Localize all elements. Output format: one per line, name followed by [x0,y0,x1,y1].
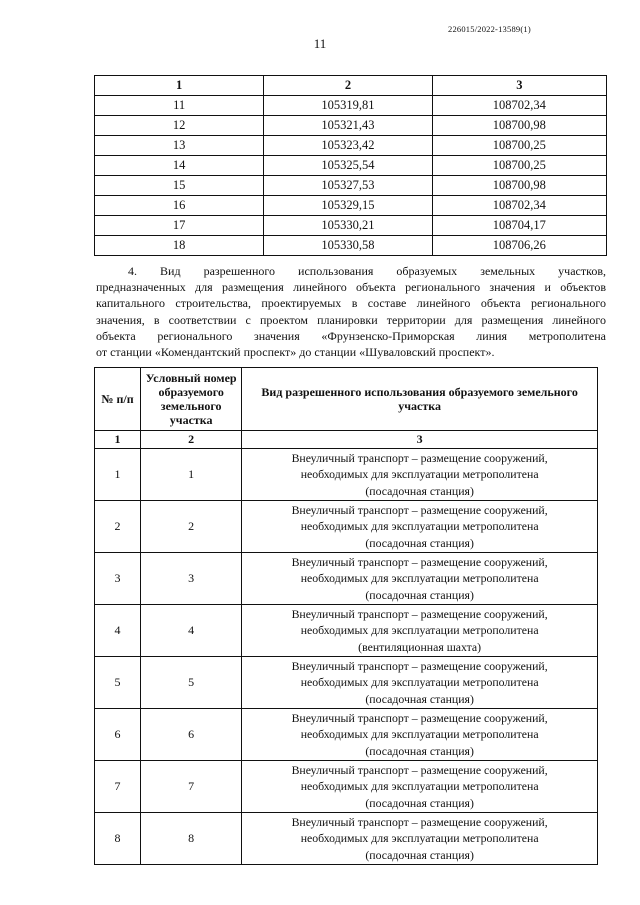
coordinates-table-header [95,76,607,96]
row-number: 8 [95,813,141,865]
table-row [95,553,598,605]
row-number: 2 [95,501,141,553]
description-line: необходимых для эксплуатации метрополитена [300,675,539,690]
table-cell: 15 [95,176,264,196]
table-row [95,236,607,256]
description-line: Внеуличный транспорт – размещение сооружений, [291,658,548,673]
paragraph-line: значения, в соответствии с проектом планировки территории для размещения линейного [96,312,606,327]
table-row [95,761,598,813]
use-description [242,709,598,761]
description-line: необходимых для эксплуатации метрополитена [300,779,539,794]
description-line: (посадочная станция) [365,483,474,498]
table-cell: 13 [95,136,264,156]
plot-number: 2 [141,501,242,553]
table-cell: 108702,34 [432,96,606,116]
plot-number: 4 [141,605,242,657]
table-cell: 105329,15 [264,196,432,216]
column-header: 2 [264,76,432,96]
description-line: необходимых для эксплуатации метрополитена [300,831,539,846]
table-cell: 108702,34 [432,196,606,216]
plot-number: 3 [141,553,242,605]
description-line: (посадочная станция) [365,847,474,862]
table-cell: 17 [95,216,264,236]
paragraph-line: объекта регионального значения «Фрунзенско-Приморская линия метрополитена [96,328,606,343]
use-description [242,813,598,865]
column-header-number: № п/п [95,368,141,431]
column-number: 3 [242,431,598,449]
column-header: 3 [432,76,606,96]
plot-number: 7 [141,761,242,813]
table-cell: 108700,98 [432,176,606,196]
table-cell: 108704,17 [432,216,606,236]
use-description [242,761,598,813]
description-line: (посадочная станция) [365,691,474,706]
table-row [95,156,607,176]
table-cell: 108700,25 [432,156,606,176]
paragraph-line: предназначенных для размещения линейного объекта регионального значения и объектов [96,280,606,295]
row-number: 3 [95,553,141,605]
description-line: необходимых для эксплуатации метрополитена [300,571,539,586]
row-number: 5 [95,657,141,709]
description-line: (посадочная станция) [365,743,474,758]
table-cell: 108700,25 [432,136,606,156]
plot-number: 8 [141,813,242,865]
description-line: Внеуличный транспорт – размещение сооружений, [291,606,548,621]
land-use-table-header [95,368,598,431]
use-description [242,657,598,709]
table-cell: 105323,42 [264,136,432,156]
description-line: необходимых для эксплуатации метрополитена [300,727,539,742]
paragraph-line: капитального строительства, проектируемых в составе линейного объекта регионального [96,296,606,311]
page-number: 11 [313,36,327,51]
plot-number: 1 [141,449,242,501]
column-header-plot: Условный номер образуемого земельного участка [141,368,242,431]
description-line: Внеуличный транспорт – размещение сооружений, [291,450,548,465]
table-row [95,449,598,501]
description-line: Внеуличный транспорт – размещение сооружений, [291,814,548,829]
table-cell: 108700,98 [432,116,606,136]
table-cell: 105330,58 [264,236,432,256]
column-numbering-row [95,431,598,449]
row-number: 6 [95,709,141,761]
description-line: (вентиляционная шахта) [358,639,482,654]
table-row [95,96,607,116]
column-header-use: Вид разрешенного использования образуемого земельного участка [242,368,598,431]
column-number: 2 [141,431,242,449]
table-cell: 12 [95,116,264,136]
description-line: Внеуличный транспорт – размещение сооружений, [291,762,548,777]
table-row [95,196,607,216]
use-description [242,449,598,501]
description-line: необходимых для эксплуатации метрополитена [300,519,539,534]
table-row [95,605,598,657]
plot-number: 6 [141,709,242,761]
table-cell: 105327,53 [264,176,432,196]
table-row [95,176,607,196]
column-number: 1 [95,431,141,449]
description-line: необходимых для эксплуатации метрополитена [300,623,539,638]
table-cell: 105319,81 [264,96,432,116]
table-cell: 105321,43 [264,116,432,136]
row-number: 7 [95,761,141,813]
description-line: Внеуличный транспорт – размещение сооружений, [291,554,548,569]
description-line: (посадочная станция) [365,795,474,810]
column-header: 1 [95,76,264,96]
use-description [242,605,598,657]
table-cell: 18 [95,236,264,256]
use-description [242,553,598,605]
paragraph-line: от станции «Комендантский проспект» до станции «Шуваловский проспект». [96,345,495,360]
description-line: Внеуличный транспорт – размещение сооружений, [291,710,548,725]
description-line: Внеуличный транспорт – размещение сооружений, [291,502,548,517]
table-row [95,136,607,156]
table-row [95,657,598,709]
table-row [95,116,607,136]
table-row [95,813,598,865]
row-number: 4 [95,605,141,657]
land-use-paragraph [96,263,606,360]
table-cell: 14 [95,156,264,176]
table-row [95,501,598,553]
table-row [95,216,607,236]
table-cell: 105325,54 [264,156,432,176]
table-cell: 16 [95,196,264,216]
row-number: 1 [95,449,141,501]
coordinates-table [94,75,607,256]
table-cell: 105330,21 [264,216,432,236]
plot-number: 5 [141,657,242,709]
table-row [95,709,598,761]
description-line: (посадочная станция) [365,587,474,602]
use-description [242,501,598,553]
table-cell: 11 [95,96,264,116]
description-line: необходимых для эксплуатации метрополитена [300,467,539,482]
paragraph-line: 4. Вид разрешенного использования образуемых земельных участков, [128,264,606,278]
description-line: (посадочная станция) [365,535,474,550]
land-use-table [94,367,598,865]
table-cell: 108706,26 [432,236,606,256]
document-number: 226015/2022-13589(1) [448,24,531,34]
